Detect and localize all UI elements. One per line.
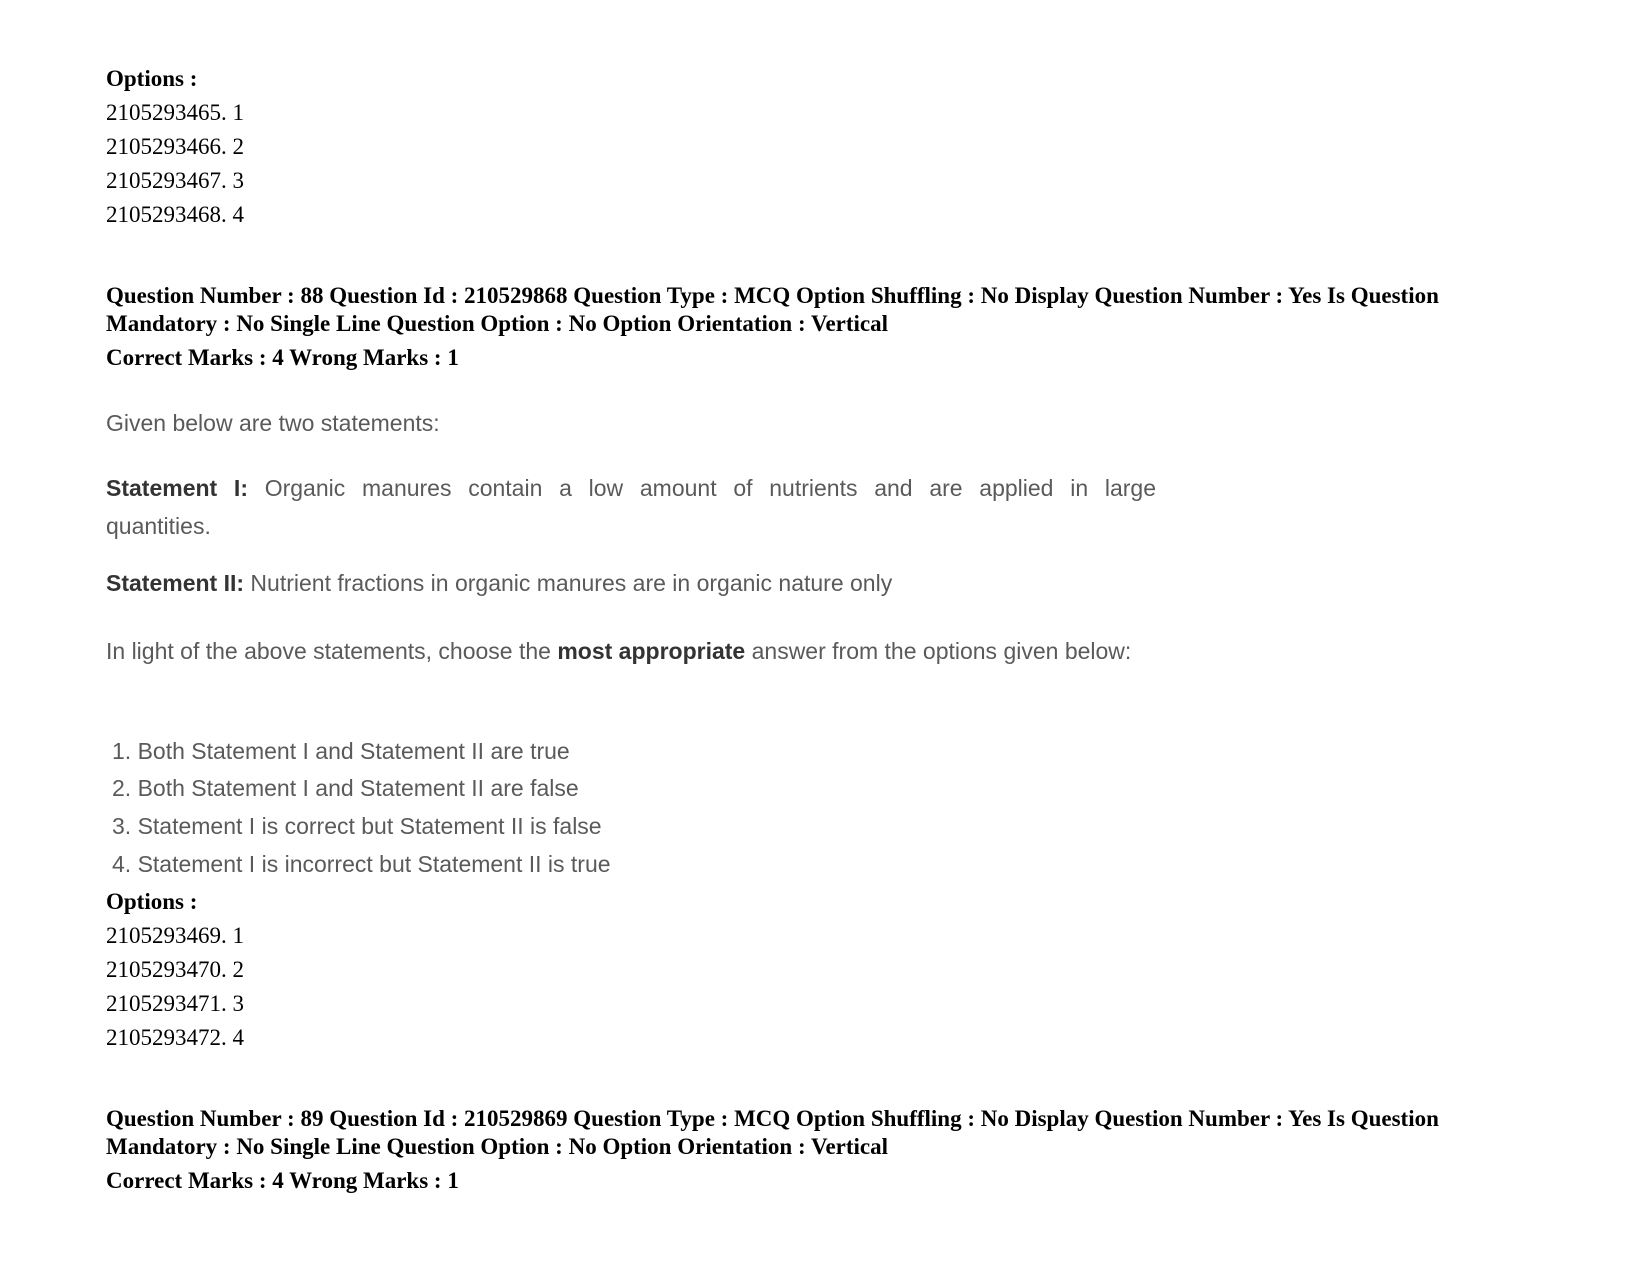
q89-meta-line1: Question Number : 89 Question Id : 210529869 Question Type : MCQ Option Shuffling : No Display Question Number : Yes Is Question bbox=[106, 1106, 1439, 1131]
prev-option-4: 2105293468. 4 bbox=[106, 202, 244, 227]
q88-meta-line1: Question Number : 88 Question Id : 210529868 Question Type : MCQ Option Shuffling : No Display Question Number : Yes Is Question bbox=[106, 283, 1439, 308]
q88-choice-2: 2. Both Statement I and Statement II are false bbox=[112, 775, 579, 801]
q88-options-label: Options : bbox=[106, 889, 198, 914]
q88-statement-1 bbox=[106, 469, 1156, 545]
q88-instruction-bold: most appropriate bbox=[557, 638, 746, 664]
q88-instruction bbox=[106, 632, 1156, 670]
q88-option-2: 2105293470. 2 bbox=[106, 957, 244, 982]
q88-meta-line2: Mandatory : No Single Line Question Option : No Option Orientation : Vertical bbox=[106, 311, 889, 336]
q88-statement-2-label: Statement II: bbox=[106, 570, 245, 596]
prev-option-2: 2105293466. 2 bbox=[106, 134, 244, 159]
q89-meta-line2: Mandatory : No Single Line Question Option : No Option Orientation : Vertical bbox=[106, 1134, 889, 1159]
prev-option-1: 2105293465. 1 bbox=[106, 100, 244, 125]
q88-intro: Given below are two statements: bbox=[106, 410, 440, 436]
q89-meta bbox=[106, 1105, 1576, 1161]
prev-option-3: 2105293467. 3 bbox=[106, 168, 244, 193]
q88-choice-3: 3. Statement I is correct but Statement II is false bbox=[112, 813, 602, 839]
q88-statement-2 bbox=[106, 570, 892, 597]
q89-marks: Correct Marks : 4 Wrong Marks : 1 bbox=[106, 1168, 459, 1193]
prev-options-label: Options : bbox=[106, 66, 198, 91]
q88-marks: Correct Marks : 4 Wrong Marks : 1 bbox=[106, 345, 459, 370]
q88-instruction-after: answer from the options given below: bbox=[745, 638, 1132, 664]
q88-option-4: 2105293472. 4 bbox=[106, 1025, 244, 1050]
q88-meta bbox=[106, 282, 1576, 338]
q88-option-3: 2105293471. 3 bbox=[106, 991, 244, 1016]
q88-option-1: 2105293469. 1 bbox=[106, 923, 244, 948]
q88-statement-2-text: Nutrient fractions in organic manures are in organic nature only bbox=[244, 570, 893, 596]
q88-statement-1-label: Statement I: bbox=[106, 475, 248, 501]
q88-choice-4: 4. Statement I is incorrect but Statement II is true bbox=[112, 851, 611, 877]
q88-instruction-before: In light of the above statements, choose the bbox=[106, 638, 558, 664]
q88-choice-1: 1. Both Statement I and Statement II are true bbox=[112, 738, 570, 764]
q88-statement-1-text: Organic manures contain a low amount of nutrients and are applied in large quantities. bbox=[106, 475, 1156, 539]
